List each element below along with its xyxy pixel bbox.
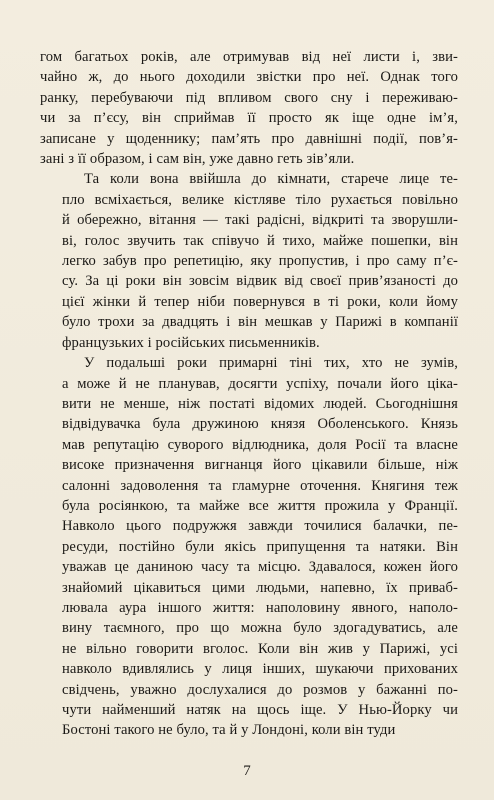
text-line: французьких і російських письменників. bbox=[62, 334, 320, 351]
text-line: Бостоні такого не було, та й у Лондоні, коли він туди bbox=[62, 722, 396, 739]
text-line: У подальші роки примарні тіні тих, хто не зумів, bbox=[84, 355, 458, 372]
text-line: навколо вдивлялись у лиця інших, шукаючи прихованих bbox=[62, 661, 458, 678]
text-line: відвідувачка була дружиною князя Оболенського. Князь bbox=[62, 416, 458, 433]
text-line: уважав це даниною часу та місцю. Здавалося, кожен його bbox=[62, 559, 458, 576]
body-text bbox=[40, 47, 458, 741]
text-line: чи за п’єсу, він сприймав її просто як іще одне ім’я, bbox=[40, 110, 458, 127]
text-line: вину таємного, про що можна було здогадуватись, але bbox=[62, 620, 458, 637]
paragraph bbox=[40, 353, 458, 741]
text-line: ві, голос звучить так співучо й тихо, майже пошепки, він bbox=[62, 232, 458, 249]
text-line: була росіянкою, та майже все життя прожила у Франції. bbox=[62, 497, 458, 514]
text-line: записане у щоденнику; пам’ять про давнішні події, пов’я- bbox=[40, 130, 458, 147]
paragraph bbox=[40, 47, 458, 169]
text-line: Навколо цього подружжя завжди точилися балачки, пе- bbox=[62, 518, 458, 535]
text-line: гом багатьох років, але отримував від неї листи і, зви- bbox=[40, 49, 458, 65]
text-line: зані з її образом, і сам він, уже давно геть зів’яли. bbox=[40, 151, 355, 168]
text-line: чути найменший натяк на щось іще. У Нью-Йорку чи bbox=[62, 702, 458, 718]
text-line: вити не менше, ніж постаті відомих людей. Сьогоднішня bbox=[62, 395, 458, 412]
page-number: 7 bbox=[243, 763, 251, 779]
text-line: пло всміхається, велике кістляве тіло рухається повільно bbox=[62, 191, 458, 208]
text-line: лювала аура іншого життя: наполовину явного, наполо- bbox=[62, 599, 458, 616]
text-line: знайомий цікавиться цими людьми, напевно, їх приваб- bbox=[62, 579, 458, 596]
text-line: су. За ці роки він зовсім відвик від своєї прив’язаності до bbox=[62, 273, 458, 290]
paragraph bbox=[40, 169, 458, 353]
text-line: ранку, перебуваючи під впливом свого сну і переживаю- bbox=[40, 89, 458, 106]
text-line: не вільно говорити вголос. Коли він жив у Парижі, усі bbox=[62, 640, 458, 657]
text-line: ресуди, постійно були якісь припущення та натяки. Він bbox=[62, 538, 458, 555]
text-line: цієї жінки й тепер ніби повернувся в ті роки, коли йому bbox=[62, 293, 458, 310]
text-line: а може й не планував, досягти успіху, почали його ціка- bbox=[62, 375, 458, 392]
text-line: легко забув про репетицію, яку пропустив, і про саму п’є- bbox=[62, 253, 458, 270]
text-line: салонні задоволення та гламурне оточення. Княгиня теж bbox=[62, 477, 458, 494]
text-line: було трохи за двадцять і він мешкав у Парижі в компанії bbox=[62, 314, 458, 331]
text-line: мав репутацію суворого відлюдника, доля Росії та власне bbox=[62, 436, 458, 453]
text-line: свідчень, уважно дослухалися до розмов у бажанні по- bbox=[62, 681, 458, 698]
text-line: високе призначення вигнанця його цікавили більше, ніж bbox=[62, 457, 458, 474]
text-line: чайно ж, до нього доходили звістки про неї. Однак того bbox=[40, 69, 458, 86]
text-line: Та коли вона ввійшла до кімнати, старече лице те- bbox=[84, 171, 458, 188]
text-line: й обережно, вітання — такі радісні, відкриті та зворушли- bbox=[62, 212, 458, 229]
